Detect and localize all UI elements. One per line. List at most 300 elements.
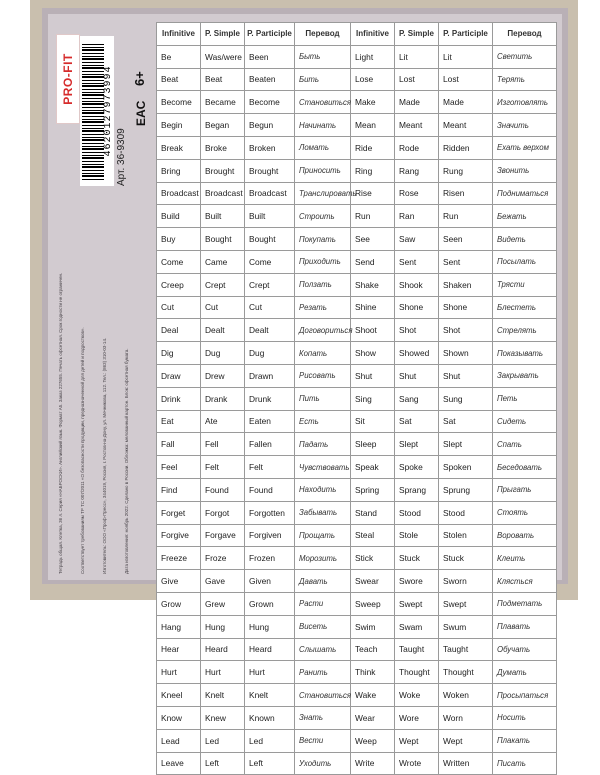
header-infinitive: Infinitive	[157, 23, 201, 46]
cell-translation-2: Спать	[493, 433, 557, 456]
cell-past-participle: Heard	[245, 638, 295, 661]
cell-past-participle: Drawn	[245, 364, 295, 387]
header-past-simple-2: P. Simple	[395, 23, 439, 46]
table-row	[157, 342, 557, 365]
cell-infinitive: Build	[157, 205, 201, 228]
cell-translation-2: Стрелять	[493, 319, 557, 342]
table-body	[157, 45, 557, 775]
cell-past-participle-2: Sung	[439, 387, 493, 410]
cell-translation-2: Закрывать	[493, 364, 557, 387]
cell-infinitive-2: Light	[351, 45, 395, 68]
cell-translation-2: Подниматься	[493, 182, 557, 205]
cell-past-simple: Came	[201, 250, 245, 273]
cell-infinitive-2: Sleep	[351, 433, 395, 456]
cell-translation: Морозить	[295, 547, 351, 570]
cell-translation-2: Воровать	[493, 524, 557, 547]
table-row	[157, 456, 557, 479]
header-infinitive-2: Infinitive	[351, 23, 395, 46]
cell-infinitive-2: Swim	[351, 615, 395, 638]
cell-past-simple: Broadcast	[201, 182, 245, 205]
cell-past-participle-2: Spoken	[439, 456, 493, 479]
cell-past-simple-2: Spoke	[395, 456, 439, 479]
cell-past-simple: Led	[201, 729, 245, 752]
cell-infinitive-2: Shine	[351, 296, 395, 319]
cell-past-simple-2: Shook	[395, 273, 439, 296]
cell-translation: Становиться	[295, 684, 351, 707]
cell-past-participle-2: Sat	[439, 410, 493, 433]
table-row	[157, 364, 557, 387]
cell-infinitive: Find	[157, 478, 201, 501]
cell-past-simple: Ate	[201, 410, 245, 433]
cell-infinitive: Lead	[157, 729, 201, 752]
table-row	[157, 524, 557, 547]
cell-past-participle: Begun	[245, 114, 295, 137]
header-past-simple: P. Simple	[201, 23, 245, 46]
cell-past-participle-2: Sent	[439, 250, 493, 273]
side-text-3: Изготовитель: ООО «Проф-Пресс», 344019, Россия, г. Ростов-на-Дону, ул. Мечникова, 112. Тел.: (863) 310-03-14.	[102, 337, 107, 574]
cell-translation: Чувствовать	[295, 456, 351, 479]
cell-translation: Договориться	[295, 319, 351, 342]
cell-past-simple: Grew	[201, 592, 245, 615]
cell-translation: Приходить	[295, 250, 351, 273]
cell-infinitive-2: Rise	[351, 182, 395, 205]
cell-past-simple-2: Sprang	[395, 478, 439, 501]
cell-past-simple-2: Shone	[395, 296, 439, 319]
cell-translation-2: Просыпаться	[493, 684, 557, 707]
cell-infinitive: Come	[157, 250, 201, 273]
cell-past-simple: Drank	[201, 387, 245, 410]
cell-past-simple: Became	[201, 91, 245, 114]
cell-infinitive-2: Teach	[351, 638, 395, 661]
cell-infinitive-2: Run	[351, 205, 395, 228]
brand-logo	[56, 34, 80, 124]
cell-past-participle-2: Thought	[439, 661, 493, 684]
cell-translation: Покупать	[295, 228, 351, 251]
cell-infinitive: Kneel	[157, 684, 201, 707]
table-row	[157, 752, 557, 775]
cell-past-simple: Drew	[201, 364, 245, 387]
cell-infinitive: Bring	[157, 159, 201, 182]
cell-translation: Пить	[295, 387, 351, 410]
cell-translation: Транслировать	[295, 182, 351, 205]
cell-past-participle: Led	[245, 729, 295, 752]
cell-infinitive-2: Think	[351, 661, 395, 684]
cell-past-simple-2: Lost	[395, 68, 439, 91]
cell-infinitive: Know	[157, 706, 201, 729]
side-info-panel	[56, 26, 152, 574]
cell-past-simple-2: Rose	[395, 182, 439, 205]
cell-past-simple-2: Swore	[395, 570, 439, 593]
cell-infinitive: Give	[157, 570, 201, 593]
table-row	[157, 228, 557, 251]
cell-past-participle: Hung	[245, 615, 295, 638]
cell-infinitive: Cut	[157, 296, 201, 319]
table-row	[157, 136, 557, 159]
cell-infinitive: Beat	[157, 68, 201, 91]
table-row	[157, 68, 557, 91]
cell-past-participle: Known	[245, 706, 295, 729]
cell-translation-2: Терять	[493, 68, 557, 91]
cell-past-simple-2: Shot	[395, 319, 439, 342]
cell-past-simple-2: Woke	[395, 684, 439, 707]
barcode-number: 4620127973994	[103, 65, 114, 157]
cell-past-participle-2: Seen	[439, 228, 493, 251]
age-rating: 6+	[132, 71, 147, 86]
cell-past-participle-2: Sprung	[439, 478, 493, 501]
cell-infinitive: Forgive	[157, 524, 201, 547]
cell-past-participle: Forgiven	[245, 524, 295, 547]
cell-translation: Падать	[295, 433, 351, 456]
cell-past-participle: Found	[245, 478, 295, 501]
cell-past-participle-2: Made	[439, 91, 493, 114]
cell-past-participle-2: Run	[439, 205, 493, 228]
cell-translation: Начинать	[295, 114, 351, 137]
cell-infinitive-2: Write	[351, 752, 395, 775]
cell-past-participle-2: Shown	[439, 342, 493, 365]
table-row	[157, 661, 557, 684]
cell-past-participle-2: Stuck	[439, 547, 493, 570]
irregular-verbs-table-container	[156, 22, 556, 769]
eac-mark: EAC	[134, 100, 148, 126]
cell-infinitive: Freeze	[157, 547, 201, 570]
cell-translation: Давать	[295, 570, 351, 593]
cell-translation-2: Посылать	[493, 250, 557, 273]
cell-translation-2: Бежать	[493, 205, 557, 228]
cell-infinitive-2: Wear	[351, 706, 395, 729]
cell-translation: Есть	[295, 410, 351, 433]
cell-past-simple: Beat	[201, 68, 245, 91]
cell-past-participle: Dealt	[245, 319, 295, 342]
cell-past-participle-2: Worn	[439, 706, 493, 729]
barcode-bars	[82, 42, 104, 180]
cell-past-simple-2: Wept	[395, 729, 439, 752]
cell-past-participle-2: Ridden	[439, 136, 493, 159]
table-row	[157, 433, 557, 456]
cell-past-simple: Found	[201, 478, 245, 501]
cell-infinitive-2: Spring	[351, 478, 395, 501]
cell-infinitive: Begin	[157, 114, 201, 137]
cell-past-participle-2: Risen	[439, 182, 493, 205]
cell-infinitive: Draw	[157, 364, 201, 387]
cell-infinitive-2: Stick	[351, 547, 395, 570]
cell-translation: Забывать	[295, 501, 351, 524]
cell-infinitive: Broadcast	[157, 182, 201, 205]
cell-past-participle-2: Woken	[439, 684, 493, 707]
cell-infinitive-2: Shake	[351, 273, 395, 296]
cell-past-participle: Hurt	[245, 661, 295, 684]
cell-past-participle-2: Taught	[439, 638, 493, 661]
cell-past-simple-2: Slept	[395, 433, 439, 456]
cell-past-participle-2: Slept	[439, 433, 493, 456]
cell-translation-2: Ехать верхом	[493, 136, 557, 159]
table-row	[157, 547, 557, 570]
cell-translation: Приносить	[295, 159, 351, 182]
cell-translation: Бить	[295, 68, 351, 91]
cell-translation-2: Сидеть	[493, 410, 557, 433]
cell-past-participle: Left	[245, 752, 295, 775]
cell-past-simple: Heard	[201, 638, 245, 661]
cell-translation-2: Плакать	[493, 729, 557, 752]
cell-past-simple-2: Stood	[395, 501, 439, 524]
cell-translation: Расти	[295, 592, 351, 615]
cell-infinitive-2: Send	[351, 250, 395, 273]
cell-translation-2: Петь	[493, 387, 557, 410]
cell-past-simple: Built	[201, 205, 245, 228]
cell-infinitive: Become	[157, 91, 201, 114]
cell-past-participle-2: Shone	[439, 296, 493, 319]
cell-past-simple-2: Swept	[395, 592, 439, 615]
cell-translation-2: Думать	[493, 661, 557, 684]
cell-past-simple: Hung	[201, 615, 245, 638]
cell-past-simple: Dealt	[201, 319, 245, 342]
cell-past-participle-2: Meant	[439, 114, 493, 137]
cell-translation-2: Трясти	[493, 273, 557, 296]
cell-infinitive-2: Ride	[351, 136, 395, 159]
cell-past-simple: Forgot	[201, 501, 245, 524]
cell-infinitive: Grow	[157, 592, 201, 615]
cell-past-simple-2: Sent	[395, 250, 439, 273]
cell-infinitive: Break	[157, 136, 201, 159]
cell-past-participle: Brought	[245, 159, 295, 182]
cell-past-participle: Grown	[245, 592, 295, 615]
cell-past-simple-2: Meant	[395, 114, 439, 137]
cell-past-participle-2: Written	[439, 752, 493, 775]
cell-past-simple: Began	[201, 114, 245, 137]
cell-past-participle: Built	[245, 205, 295, 228]
cell-past-participle-2: Sworn	[439, 570, 493, 593]
cell-infinitive-2: Ring	[351, 159, 395, 182]
cell-translation-2: Значить	[493, 114, 557, 137]
cell-infinitive-2: Mean	[351, 114, 395, 137]
cell-past-simple: Was/were	[201, 45, 245, 68]
header-translation-2: Перевод	[493, 23, 557, 46]
cell-infinitive-2: Weep	[351, 729, 395, 752]
header-past-participle: P. Participle	[245, 23, 295, 46]
cell-past-participle: Forgotten	[245, 501, 295, 524]
table-row	[157, 706, 557, 729]
cell-translation-2: Стоять	[493, 501, 557, 524]
cell-past-participle: Beaten	[245, 68, 295, 91]
table-row	[157, 296, 557, 319]
cell-past-simple-2: Ran	[395, 205, 439, 228]
header-translation: Перевод	[295, 23, 351, 46]
cell-past-participle: Knelt	[245, 684, 295, 707]
cell-past-simple: Froze	[201, 547, 245, 570]
cell-infinitive-2: Make	[351, 91, 395, 114]
cell-past-simple-2: Rode	[395, 136, 439, 159]
cell-past-simple: Knelt	[201, 684, 245, 707]
side-text-1: Тетрадь общая. Клетка, 36 л. Серия «НАБРОСКИ». Английский язык. Формат А5. Заказ 227655. Печать офсетная. Срок годности не ограничен.	[58, 272, 63, 574]
table-row	[157, 319, 557, 342]
cell-past-simple: Bought	[201, 228, 245, 251]
cell-infinitive: Deal	[157, 319, 201, 342]
table-row	[157, 273, 557, 296]
cell-past-participle-2: Lost	[439, 68, 493, 91]
irregular-verbs-table	[156, 22, 557, 775]
cell-past-simple: Forgave	[201, 524, 245, 547]
table-row	[157, 570, 557, 593]
cell-infinitive: Eat	[157, 410, 201, 433]
cell-past-simple-2: Swam	[395, 615, 439, 638]
cell-translation-2: Плавать	[493, 615, 557, 638]
side-text-2: Соответствует требованиям ТР ТС 007/2011 «О безопасности продукции, предназначенной для детей и подростков».	[80, 327, 85, 574]
table-row	[157, 615, 557, 638]
cell-past-simple-2: Made	[395, 91, 439, 114]
cell-past-participle: Given	[245, 570, 295, 593]
cell-past-participle-2: Wept	[439, 729, 493, 752]
cell-infinitive: Creep	[157, 273, 201, 296]
cell-past-simple: Knew	[201, 706, 245, 729]
cell-past-participle: Felt	[245, 456, 295, 479]
cell-past-participle: Broken	[245, 136, 295, 159]
cell-infinitive-2: Speak	[351, 456, 395, 479]
cell-translation-2: Клеить	[493, 547, 557, 570]
article-number: Арт. 36-9309	[116, 128, 127, 186]
cell-translation: Быть	[295, 45, 351, 68]
cell-translation-2: Прыгать	[493, 478, 557, 501]
cell-past-participle: Been	[245, 45, 295, 68]
cell-infinitive: Hang	[157, 615, 201, 638]
cell-past-participle: Eaten	[245, 410, 295, 433]
cell-past-participle: Drunk	[245, 387, 295, 410]
cell-past-participle-2: Shot	[439, 319, 493, 342]
cell-translation: Ранить	[295, 661, 351, 684]
cell-infinitive: Buy	[157, 228, 201, 251]
cell-past-participle-2: Lit	[439, 45, 493, 68]
table-row	[157, 592, 557, 615]
cell-past-simple-2: Wore	[395, 706, 439, 729]
cell-past-simple-2: Stuck	[395, 547, 439, 570]
side-info-rotated	[56, 26, 152, 574]
cell-past-participle-2: Stolen	[439, 524, 493, 547]
table-row	[157, 205, 557, 228]
cell-translation-2: Клясться	[493, 570, 557, 593]
cell-past-simple-2: Rang	[395, 159, 439, 182]
cell-translation: Вести	[295, 729, 351, 752]
cell-past-participle: Dug	[245, 342, 295, 365]
cell-translation: Копать	[295, 342, 351, 365]
cell-translation-2: Обучать	[493, 638, 557, 661]
cell-translation: Слышать	[295, 638, 351, 661]
cell-past-simple-2: Sat	[395, 410, 439, 433]
cell-infinitive: Leave	[157, 752, 201, 775]
cell-infinitive-2: See	[351, 228, 395, 251]
header-past-participle-2: P. Participle	[439, 23, 493, 46]
cell-past-participle: Cut	[245, 296, 295, 319]
cell-past-participle: Come	[245, 250, 295, 273]
cell-past-participle: Become	[245, 91, 295, 114]
cell-past-participle-2: Rung	[439, 159, 493, 182]
table-row	[157, 501, 557, 524]
cell-past-simple-2: Stole	[395, 524, 439, 547]
cell-past-participle-2: Swept	[439, 592, 493, 615]
cell-past-simple-2: Wrote	[395, 752, 439, 775]
table-row	[157, 45, 557, 68]
cell-translation-2: Светить	[493, 45, 557, 68]
cell-translation-2: Блестеть	[493, 296, 557, 319]
cell-infinitive-2: Shut	[351, 364, 395, 387]
brand-logo-text: PRO-FIT	[61, 53, 75, 105]
cell-translation: Прощать	[295, 524, 351, 547]
cell-infinitive: Forget	[157, 501, 201, 524]
cell-translation: Знать	[295, 706, 351, 729]
cell-translation: Уходить	[295, 752, 351, 775]
cell-infinitive-2: Lose	[351, 68, 395, 91]
cell-past-participle: Bought	[245, 228, 295, 251]
cell-translation: Становиться	[295, 91, 351, 114]
cell-past-participle: Broadcast	[245, 182, 295, 205]
cell-past-participle-2: Shut	[439, 364, 493, 387]
cell-past-simple: Gave	[201, 570, 245, 593]
cell-past-simple: Crept	[201, 273, 245, 296]
cell-past-simple: Cut	[201, 296, 245, 319]
cell-past-participle: Frozen	[245, 547, 295, 570]
cell-translation: Резать	[295, 296, 351, 319]
cell-infinitive: Feel	[157, 456, 201, 479]
table-row	[157, 729, 557, 752]
cell-past-simple-2: Shut	[395, 364, 439, 387]
table-row	[157, 159, 557, 182]
cell-infinitive-2: Sing	[351, 387, 395, 410]
cell-translation-2: Показывать	[493, 342, 557, 365]
table-row	[157, 182, 557, 205]
cell-translation: Рисовать	[295, 364, 351, 387]
cell-past-participle-2: Shaken	[439, 273, 493, 296]
table-row	[157, 250, 557, 273]
cell-past-simple: Felt	[201, 456, 245, 479]
cell-translation-2: Подметать	[493, 592, 557, 615]
table-row	[157, 638, 557, 661]
cell-infinitive-2: Swear	[351, 570, 395, 593]
cell-translation-2: Носить	[493, 706, 557, 729]
cell-infinitive-2: Sit	[351, 410, 395, 433]
cell-infinitive-2: Steal	[351, 524, 395, 547]
table-row	[157, 91, 557, 114]
barcode	[80, 36, 114, 186]
cell-past-participle-2: Swum	[439, 615, 493, 638]
cell-translation: Ползать	[295, 273, 351, 296]
table-row	[157, 114, 557, 137]
cell-past-simple-2: Taught	[395, 638, 439, 661]
cell-infinitive-2: Show	[351, 342, 395, 365]
cell-past-participle: Fallen	[245, 433, 295, 456]
side-text-4: Дата изготовления: ноябрь 2022. Сделано в России. Обложка: мелованный картон. Блок: офсетная бумага.	[124, 348, 129, 574]
table-row	[157, 478, 557, 501]
cell-past-simple-2: Saw	[395, 228, 439, 251]
cell-infinitive: Drink	[157, 387, 201, 410]
cell-translation-2: Беседовать	[493, 456, 557, 479]
cell-infinitive: Hurt	[157, 661, 201, 684]
cell-translation: Находить	[295, 478, 351, 501]
cell-translation-2: Звонить	[493, 159, 557, 182]
cell-past-simple: Fell	[201, 433, 245, 456]
cell-infinitive-2: Sweep	[351, 592, 395, 615]
cell-infinitive-2: Stand	[351, 501, 395, 524]
cell-infinitive: Hear	[157, 638, 201, 661]
table-row	[157, 684, 557, 707]
cell-past-simple-2: Sang	[395, 387, 439, 410]
table-header-row	[157, 23, 557, 46]
cell-infinitive: Dig	[157, 342, 201, 365]
cell-past-participle-2: Stood	[439, 501, 493, 524]
table-row	[157, 387, 557, 410]
cell-past-simple: Broke	[201, 136, 245, 159]
table-row	[157, 410, 557, 433]
cell-translation-2: Писать	[493, 752, 557, 775]
cell-infinitive: Be	[157, 45, 201, 68]
cell-past-participle: Crept	[245, 273, 295, 296]
cell-translation: Висеть	[295, 615, 351, 638]
